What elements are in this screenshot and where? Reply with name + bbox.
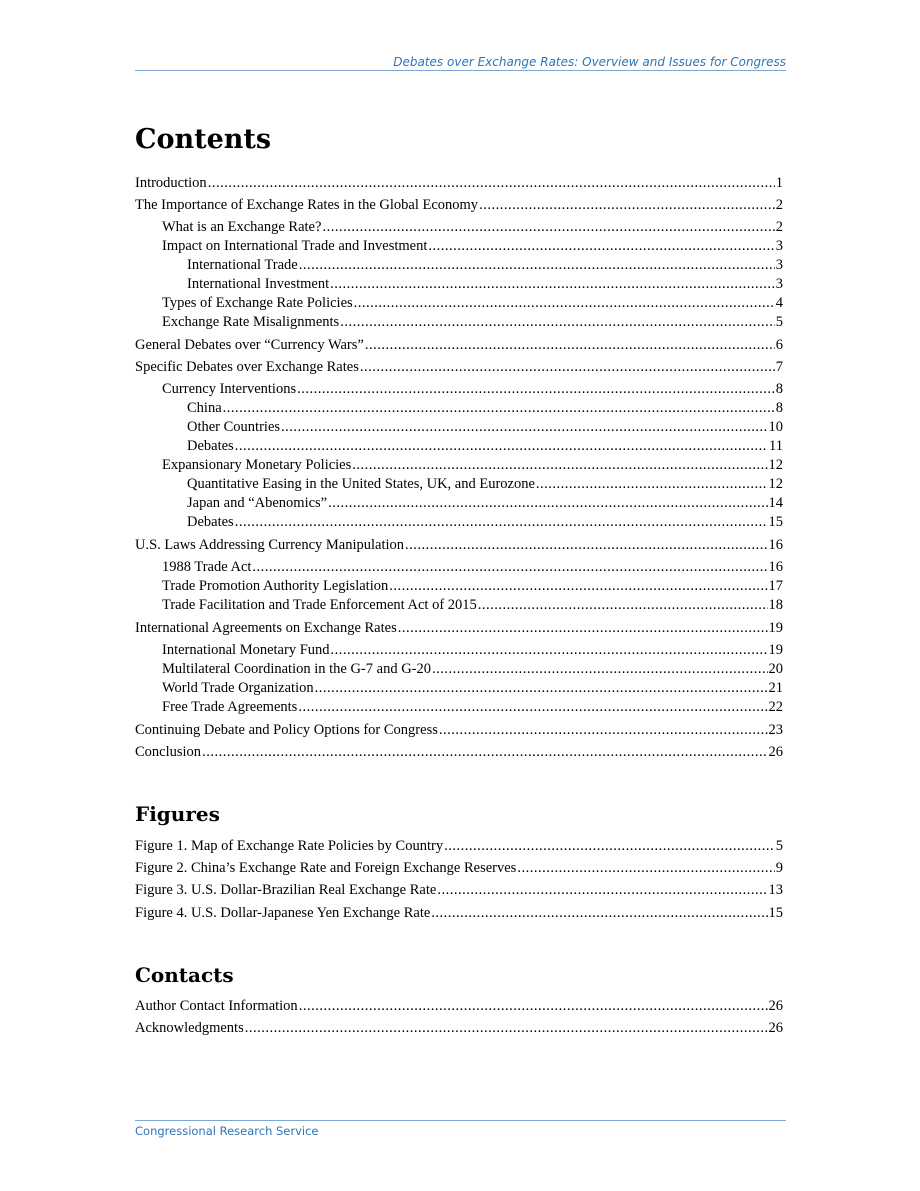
dot-leader xyxy=(352,456,767,475)
toc-entry[interactable] xyxy=(135,1019,783,1038)
toc-entry-page: 3 xyxy=(775,276,783,292)
dot-leader xyxy=(439,721,768,740)
toc-entry[interactable] xyxy=(162,596,783,615)
toc-entry-title: International Monetary Fund xyxy=(162,642,330,658)
toc-entry-page: 6 xyxy=(775,337,783,353)
toc-entry-page: 12 xyxy=(768,457,783,473)
toc-entry-page: 26 xyxy=(768,998,783,1014)
toc-entry[interactable] xyxy=(162,679,783,698)
toc-entry-page: 15 xyxy=(768,514,783,530)
toc-entry-title: Currency Interventions xyxy=(162,381,297,397)
dot-leader xyxy=(444,837,775,856)
toc-entry[interactable] xyxy=(135,619,783,638)
toc-entry[interactable] xyxy=(135,881,783,900)
dot-leader xyxy=(322,218,774,237)
toc-entry[interactable] xyxy=(162,698,783,717)
toc-entry-title: International Trade xyxy=(187,257,298,273)
toc-entry[interactable] xyxy=(135,358,783,377)
toc-entry-title: Conclusion xyxy=(135,744,202,760)
toc-entry[interactable] xyxy=(162,577,783,596)
toc-entry-page: 21 xyxy=(768,680,783,696)
toc-entry[interactable] xyxy=(135,859,783,878)
toc-entry-page: 14 xyxy=(768,495,783,511)
dot-leader xyxy=(354,294,775,313)
dot-leader xyxy=(340,313,775,332)
toc-entry-page: 2 xyxy=(775,219,783,235)
toc-entry-page: 19 xyxy=(768,620,783,636)
toc-entry-title: Other Countries xyxy=(187,419,281,435)
toc-entry[interactable] xyxy=(135,743,783,762)
toc-entry[interactable] xyxy=(135,196,783,215)
toc-entry-title: Figure 1. Map of Exchange Rate Policies by Country xyxy=(135,838,444,854)
toc-entry[interactable] xyxy=(162,218,783,237)
toc-entry-page: 10 xyxy=(768,419,783,435)
dot-leader xyxy=(517,859,774,878)
running-header: Debates over Exchange Rates: Overview and Issues for Congress xyxy=(135,55,786,71)
toc-entry-title: International Investment xyxy=(187,276,330,292)
dot-leader xyxy=(365,336,775,355)
toc-entry-page: 17 xyxy=(768,578,783,594)
dot-leader xyxy=(298,698,767,717)
toc-entry-title: Figure 4. U.S. Dollar-Japanese Yen Exchange Rate xyxy=(135,905,431,921)
toc-entry-page: 18 xyxy=(768,597,783,613)
toc-entry-page: 23 xyxy=(768,722,783,738)
dot-leader xyxy=(223,399,775,418)
toc-entry-title: Quantitative Easing in the United States, UK, and Eurozone xyxy=(187,476,535,492)
toc-entry[interactable] xyxy=(187,256,783,275)
toc-entry-title: Debates xyxy=(187,514,234,530)
toc-entry-title: Impact on International Trade and Investment xyxy=(162,238,428,254)
dot-leader xyxy=(281,418,767,437)
toc-entry-page: 12 xyxy=(768,476,783,492)
toc-entry[interactable] xyxy=(187,418,783,437)
toc-entry-page: 8 xyxy=(775,381,783,397)
toc-entry-page: 5 xyxy=(775,838,783,854)
toc-entry[interactable] xyxy=(135,536,783,555)
dot-leader xyxy=(235,513,768,532)
toc-entry-page: 1 xyxy=(775,175,783,191)
dot-leader xyxy=(478,596,768,615)
toc-entry[interactable] xyxy=(162,380,783,399)
toc-entry[interactable] xyxy=(162,456,783,475)
toc-entry[interactable] xyxy=(162,558,783,577)
contents-heading: Contents xyxy=(135,124,272,155)
toc-entry-title: Japan and “Abenomics” xyxy=(187,495,328,511)
toc-entry-page: 19 xyxy=(768,642,783,658)
figures-heading: Figures xyxy=(135,802,220,826)
dot-leader xyxy=(428,237,774,256)
toc-entry-page: 4 xyxy=(775,295,783,311)
toc-entry-title: Continuing Debate and Policy Options for Congress xyxy=(135,722,438,738)
toc-entry-title: Debates xyxy=(187,438,234,454)
toc-entry[interactable] xyxy=(187,513,783,532)
toc-entry-page: 9 xyxy=(775,860,783,876)
toc-entry[interactable] xyxy=(135,904,783,923)
toc-entry-title: General Debates over “Currency Wars” xyxy=(135,337,364,353)
toc-entry[interactable] xyxy=(187,437,783,456)
toc-entry-page: 2 xyxy=(775,197,783,213)
toc-entry-page: 3 xyxy=(775,257,783,273)
dot-leader xyxy=(389,577,767,596)
dot-leader xyxy=(437,881,767,900)
toc-entry-page: 26 xyxy=(768,744,783,760)
toc-entry[interactable] xyxy=(135,174,783,193)
dot-leader xyxy=(208,174,775,193)
dot-leader xyxy=(330,275,775,294)
dot-leader xyxy=(479,196,775,215)
toc-entry-page: 11 xyxy=(769,438,783,454)
toc-entry-page: 7 xyxy=(775,359,783,375)
dot-leader xyxy=(252,558,767,577)
toc-entry-title: Acknowledgments xyxy=(135,1020,244,1036)
dot-leader xyxy=(405,536,767,555)
dot-leader xyxy=(431,904,767,923)
dot-leader xyxy=(315,679,768,698)
toc-entry[interactable] xyxy=(135,837,783,856)
toc-entry-page: 16 xyxy=(768,537,783,553)
toc-entry-title: Trade Facilitation and Trade Enforcement Act of 2015 xyxy=(162,597,477,613)
toc-entry-page: 13 xyxy=(768,882,783,898)
toc-entry-title: Figure 3. U.S. Dollar-Brazilian Real Exchange Rate xyxy=(135,882,437,898)
toc-entry-title: Specific Debates over Exchange Rates xyxy=(135,359,359,375)
toc-entry-page: 22 xyxy=(768,699,783,715)
dot-leader xyxy=(432,660,767,679)
toc-entry-title: Multilateral Coordination in the G-7 and G-20 xyxy=(162,661,432,677)
toc-entry-title: China xyxy=(187,400,222,416)
toc-entry-page: 5 xyxy=(775,314,783,330)
toc-entry[interactable] xyxy=(187,275,783,294)
dot-leader xyxy=(328,494,767,513)
toc-entry-title: Free Trade Agreements xyxy=(162,699,298,715)
toc-entry-title: Figure 2. China’s Exchange Rate and Foreign Exchange Reserves xyxy=(135,860,517,876)
dot-leader xyxy=(235,437,768,456)
toc-entry[interactable] xyxy=(187,399,783,418)
toc-entry-page: 3 xyxy=(775,238,783,254)
toc-entry-page: 20 xyxy=(768,661,783,677)
dot-leader xyxy=(245,1019,768,1038)
toc-entry-title: 1988 Trade Act xyxy=(162,559,252,575)
toc-entry[interactable] xyxy=(135,336,783,355)
toc-entry-title: World Trade Organization xyxy=(162,680,314,696)
toc-entry[interactable] xyxy=(187,494,783,513)
toc-entry-page: 16 xyxy=(768,559,783,575)
toc-entry[interactable] xyxy=(162,237,783,256)
toc-entry-title: The Importance of Exchange Rates in the Global Economy xyxy=(135,197,479,213)
toc-entry[interactable] xyxy=(135,721,783,740)
toc-entry[interactable] xyxy=(162,313,783,332)
dot-leader xyxy=(331,641,768,660)
dot-leader xyxy=(297,380,775,399)
toc-entry[interactable] xyxy=(162,641,783,660)
toc-entry[interactable] xyxy=(162,294,783,313)
toc-entry-title: International Agreements on Exchange Rates xyxy=(135,620,397,636)
toc-entry[interactable] xyxy=(135,997,783,1016)
contacts-heading: Contacts xyxy=(135,963,234,987)
toc-entry[interactable] xyxy=(162,660,783,679)
toc-entry-title: Expansionary Monetary Policies xyxy=(162,457,352,473)
dot-leader xyxy=(299,256,775,275)
dot-leader xyxy=(398,619,768,638)
toc-entry-title: U.S. Laws Addressing Currency Manipulation xyxy=(135,537,405,553)
page-footer: Congressional Research Service xyxy=(135,1120,786,1138)
toc-entry-page: 15 xyxy=(768,905,783,921)
dot-leader xyxy=(299,997,768,1016)
dot-leader xyxy=(202,743,767,762)
toc-entry-title: Exchange Rate Misalignments xyxy=(162,314,340,330)
toc-entry-page: 26 xyxy=(768,1020,783,1036)
toc-entry[interactable] xyxy=(187,475,783,494)
dot-leader xyxy=(360,358,775,377)
toc-entry-page: 8 xyxy=(775,400,783,416)
dot-leader xyxy=(536,475,768,494)
toc-entry-title: What is an Exchange Rate? xyxy=(162,219,322,235)
toc-entry-title: Types of Exchange Rate Policies xyxy=(162,295,353,311)
toc-entry-title: Introduction xyxy=(135,175,207,191)
toc-entry-title: Trade Promotion Authority Legislation xyxy=(162,578,389,594)
toc-entry-title: Author Contact Information xyxy=(135,998,298,1014)
